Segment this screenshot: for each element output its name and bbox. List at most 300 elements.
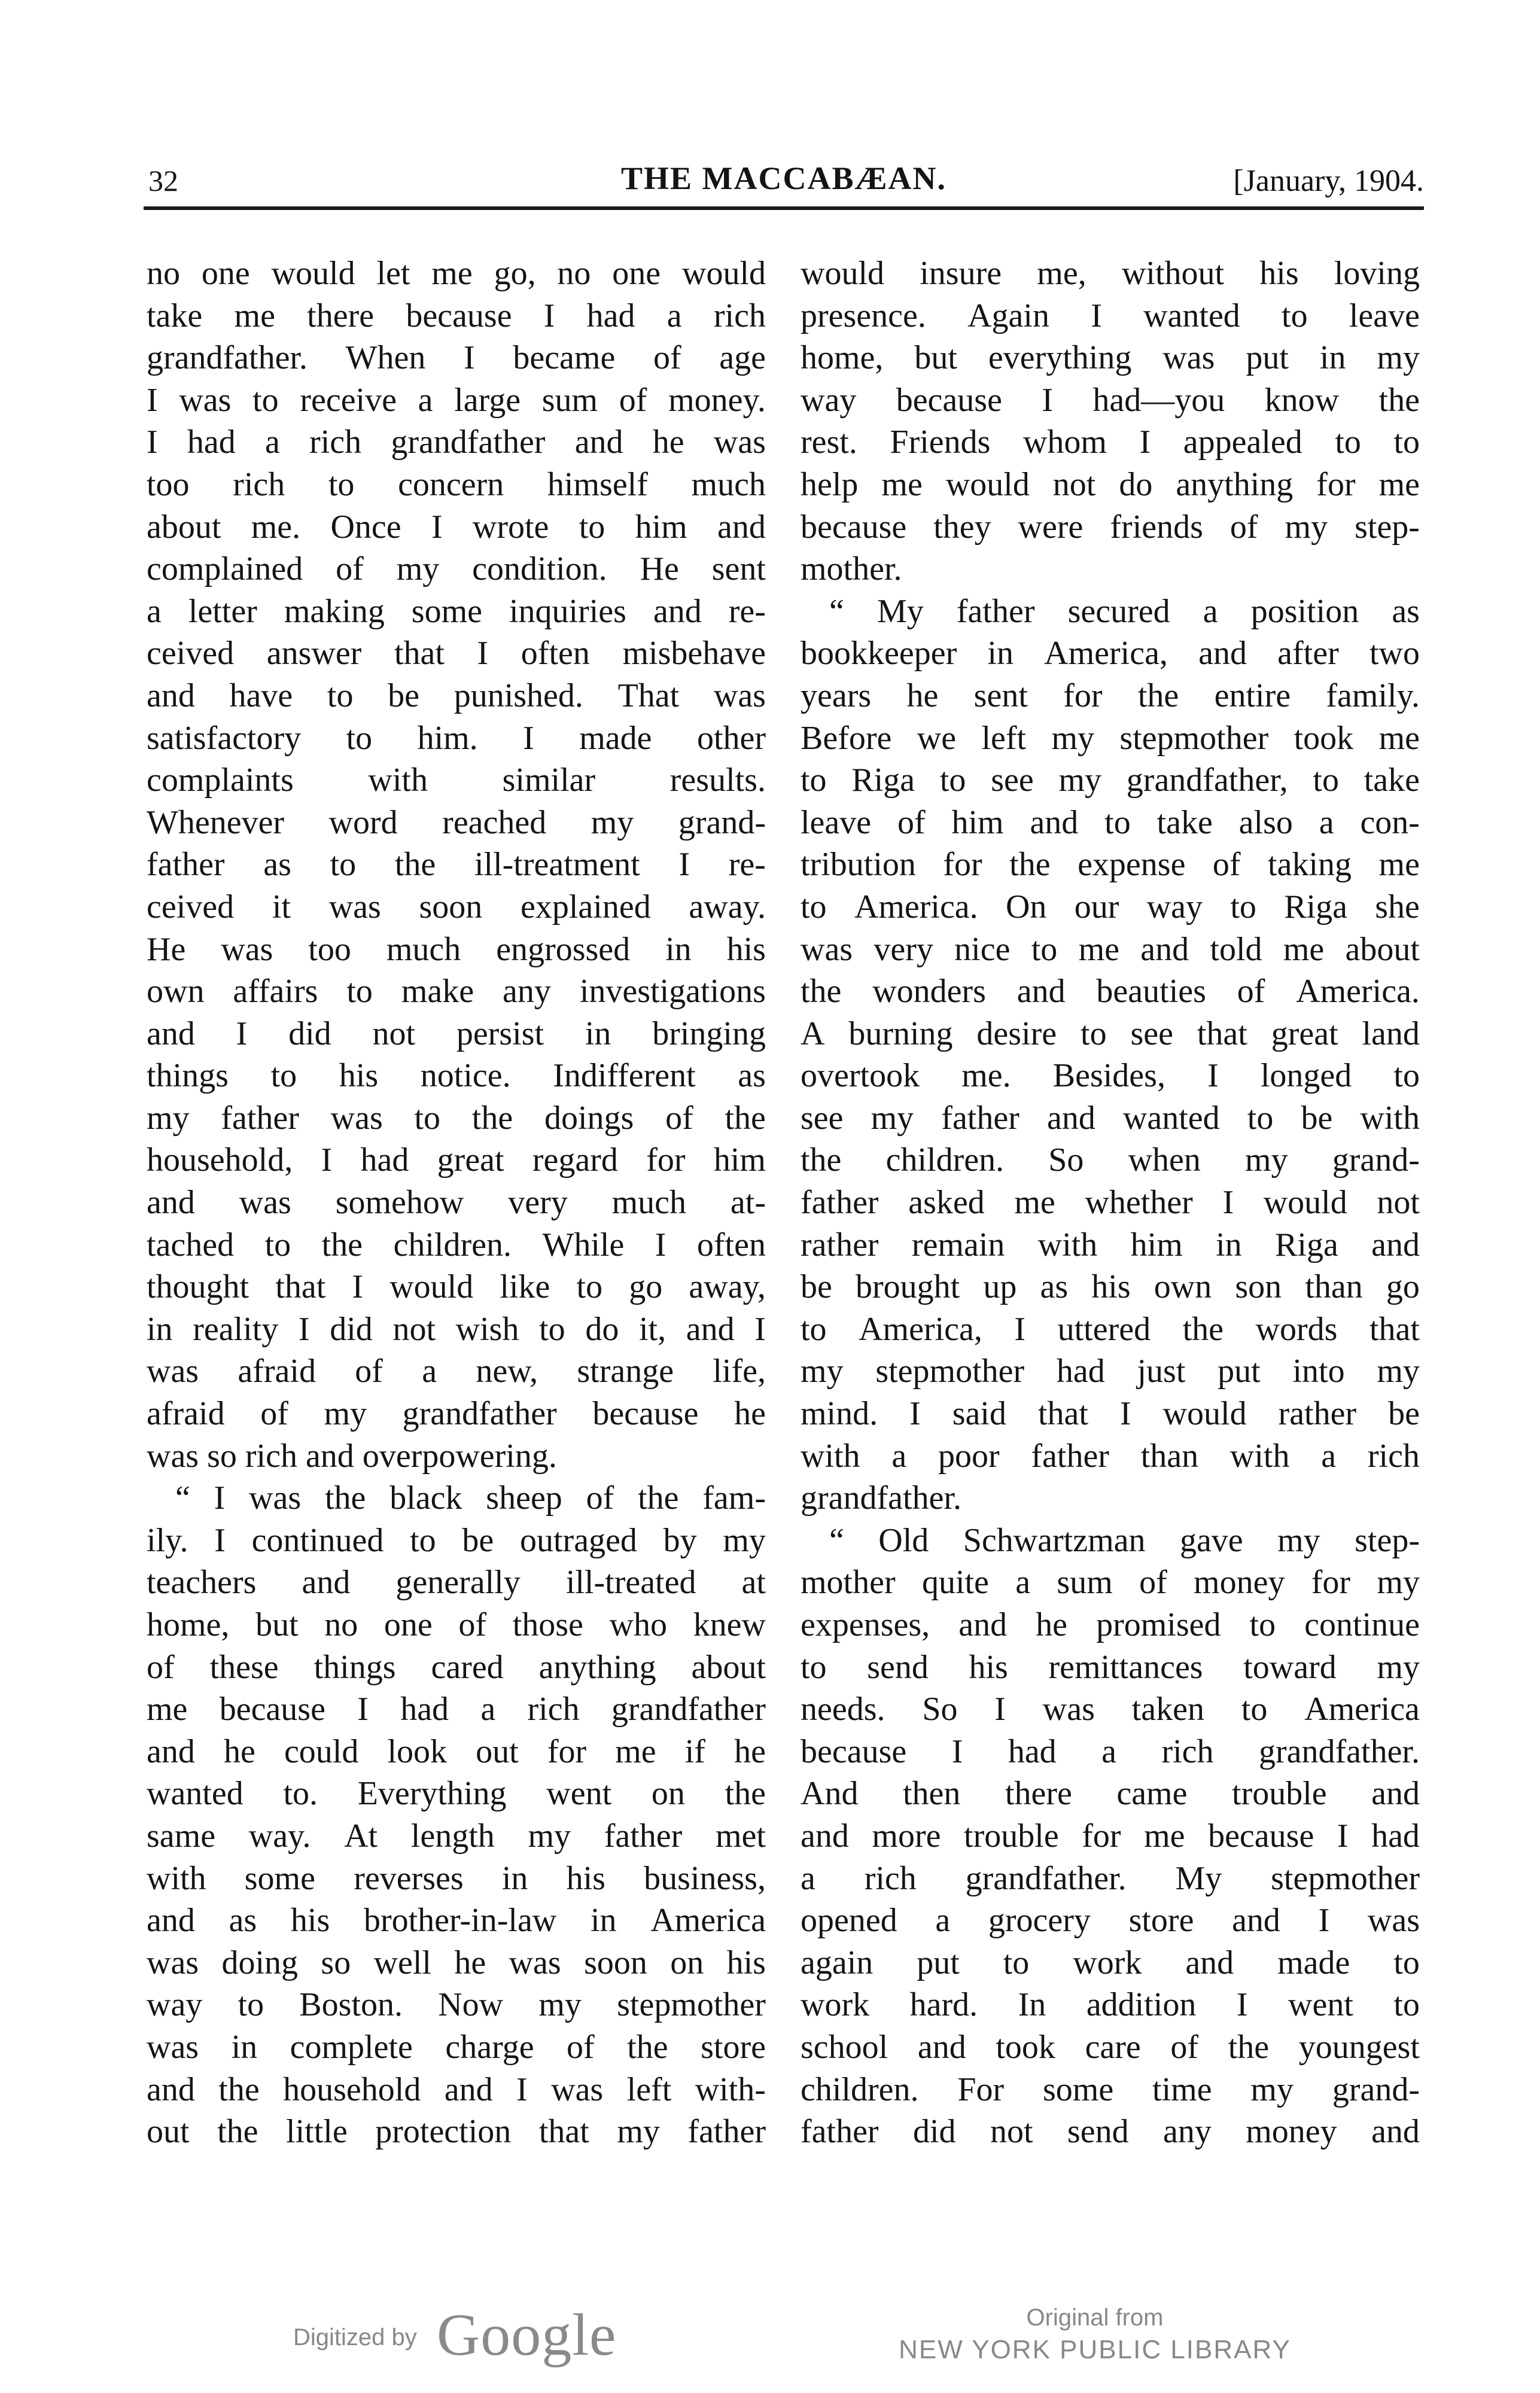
word: money [1194,1564,1285,1602]
word: I [298,1310,310,1348]
word: I [994,1691,1006,1728]
word: send [867,1648,929,1686]
word: complete [290,2028,413,2066]
word: some [244,1859,315,1897]
text-line [801,802,1420,844]
word: I [1042,381,1053,419]
word: For [957,2071,1005,2108]
word: had [400,1691,449,1728]
word: would [271,255,355,292]
word: was [239,1184,291,1222]
word: that [275,1268,326,1306]
word: went [1288,1986,1353,2024]
text-line [147,1561,766,1604]
word: leave [1349,297,1420,334]
text-line [147,1435,766,1478]
word: my [1377,1648,1420,1686]
word: leave [801,803,872,841]
word: to [410,1521,436,1559]
word: On [1005,888,1047,925]
word: way [147,1986,203,2024]
word: because [801,1733,907,1770]
word: not [392,1310,436,1348]
word: after [1277,635,1339,672]
word: soon [419,888,483,925]
word: asked [908,1184,985,1222]
word: I [214,1479,226,1517]
text-line [147,1013,766,1055]
word: because [406,297,512,334]
word: children. [885,1141,1005,1179]
word: grandfather. [965,1859,1127,1897]
word: any [1162,2113,1212,2151]
text-line [147,1942,766,1984]
text-line [147,506,766,549]
word: somehow [335,1184,464,1222]
word: to [238,1986,264,2024]
word: his [566,1859,605,1897]
word: too [147,465,190,503]
word: wonders [872,973,986,1010]
word: rich [527,1691,580,1728]
word: and [1371,1775,1420,1813]
text-line [147,548,766,590]
word: a [1319,803,1334,841]
word: me [147,1691,188,1728]
word: as [1392,592,1420,630]
word: to [328,465,355,503]
word: the [218,2071,260,2108]
word: him. [417,719,478,757]
word: family. [1326,677,1420,714]
word: stepmother [1271,1859,1420,1897]
word: household [283,2071,421,2108]
word: had [1008,1733,1057,1770]
header-rule [144,206,1424,210]
word: had [360,1141,409,1179]
word: to [1335,424,1361,461]
word: out [476,1733,519,1770]
word: send [1067,2113,1129,2151]
word: a [666,297,682,334]
word: youngest [1298,2028,1420,2066]
journal-title: THE MACCABÆAN. [620,160,946,196]
text-line [801,1097,1420,1140]
word: to [264,1226,291,1264]
word: that [1197,1015,1247,1052]
word: appealed [1183,424,1302,461]
word: of [1237,973,1265,1010]
text-line [147,252,766,295]
word: was [179,381,232,419]
word: two [1369,635,1420,672]
word: to [1247,1099,1274,1137]
word: because [219,1691,325,1728]
text-line [147,1899,766,1942]
text-line [147,1097,766,1140]
word: presence. [801,297,926,334]
word: to [1003,1944,1030,1981]
word: was [1162,339,1215,377]
text-line [147,1182,766,1224]
word: father [604,1817,683,1855]
word: So [922,1691,958,1728]
text-line [147,590,766,633]
word: it [272,888,291,925]
word: much [386,930,461,968]
word: rich [245,1437,306,1475]
word: America [1304,1691,1420,1728]
word: I [1091,297,1102,334]
word: to [252,381,279,419]
text-line [147,2111,766,2153]
word: and [917,2028,966,2066]
word: addition [1086,1986,1197,2024]
word: ill-treatment [474,846,640,884]
word: of [147,1648,175,1686]
word: I [655,1226,666,1264]
word: charge [445,2028,534,2066]
word: those [512,1606,583,1643]
word: put [917,1944,960,1981]
word: explained [521,888,651,925]
word: had [1056,1353,1105,1390]
word: of [586,1479,614,1517]
word: to [539,1310,565,1348]
word: doings [544,1099,634,1137]
word: father [221,1099,299,1137]
word: results. [669,762,766,799]
word: made [1277,1944,1350,1981]
word: than [1305,1268,1363,1306]
word: I [1337,1817,1349,1855]
word: not [1052,465,1096,503]
word: a [935,1902,951,1940]
word: me [881,465,923,503]
word: and [717,508,766,546]
word: And [801,1775,859,1813]
text-line [801,295,1420,337]
word: to [1031,930,1058,968]
text-line [801,1520,1420,1562]
word: my [1051,719,1095,757]
word: father [801,2113,879,2151]
word: I [1207,1057,1219,1095]
word: America [650,1902,766,1940]
word: hard. [909,1986,978,2024]
word: had [586,297,635,334]
word: me [1078,930,1119,968]
text-column-left [147,252,766,2185]
word: often [696,1226,766,1264]
text-line [801,1858,1420,1900]
word: me [431,255,473,292]
word: mind. [801,1395,878,1433]
text-line [801,675,1420,717]
word: Before [801,719,892,757]
word: my [1285,508,1328,546]
text-line [801,1815,1420,1858]
text-line [801,886,1420,928]
word: America, [859,1310,982,1348]
word: that [394,635,445,672]
word: my [324,1395,367,1433]
word: be [462,1521,494,1559]
word: my [871,1099,914,1137]
word: words [1255,1310,1338,1348]
text-line [147,675,766,717]
text-line [147,1984,766,2026]
word: In [1018,1986,1046,2024]
word: remittances [1048,1648,1203,1686]
word: about [147,508,221,546]
word: to [414,1099,441,1137]
word: expenses, [801,1606,930,1643]
word: do [1119,465,1153,503]
text-line [801,1350,1420,1393]
word: not [1377,1184,1420,1222]
word: expense [1078,846,1186,884]
word: me [1378,846,1420,884]
word: and [1030,803,1079,841]
word: my [1277,1521,1320,1559]
text-line [801,928,1420,971]
word: overtook [801,1057,920,1095]
word: I [214,1521,226,1559]
word: my [591,803,634,841]
word: made [579,719,652,757]
word: and [147,1733,195,1770]
word: of [260,1395,288,1433]
word: my [396,550,440,588]
word: my [1245,1141,1288,1179]
text-line [801,632,1420,675]
word: see [1130,1015,1173,1052]
word: told [1210,930,1262,968]
word: take [1156,803,1213,841]
word: anything [1176,465,1294,503]
word: position [1250,592,1359,630]
word: take [147,297,203,334]
word: like [500,1268,550,1306]
word: of [653,339,681,377]
word: money [1246,2113,1337,2151]
text-line [147,379,766,422]
word: him [635,508,687,546]
word: taken [1131,1691,1204,1728]
word: the [638,1479,679,1517]
word: I [678,846,690,884]
word: and [801,1817,849,1855]
word: for [1063,677,1103,714]
word: so [207,1437,245,1475]
word: to [1104,803,1131,841]
word: him [951,803,1004,841]
word: than [1140,1437,1199,1475]
word: and [147,1015,195,1052]
word: in [501,1859,528,1897]
word: reality [193,1310,279,1348]
word: of [355,1353,383,1390]
word: go [1386,1268,1420,1306]
word: put [1218,1353,1261,1390]
word: his [290,1902,330,1940]
text-line [147,1815,766,1858]
word: work [801,1986,870,2024]
word: but [914,339,957,377]
word: became [513,339,616,377]
word: Old [878,1521,929,1559]
text-line [147,1055,766,1097]
word: if [684,1733,705,1770]
word: because [592,1395,699,1433]
word: opened [801,1902,897,1940]
word: very [508,1184,568,1222]
word: home, [147,1606,230,1643]
word: I [951,1733,963,1770]
word: to [1393,1986,1420,2024]
word: did [288,1015,331,1052]
word: grandfather [391,424,546,461]
word: of [1212,846,1241,884]
word: of [1229,508,1258,546]
word: me [615,1733,656,1770]
word: loving [1334,255,1420,292]
word: as [738,1057,766,1095]
word: Whenever [147,803,285,841]
word: could [284,1733,359,1770]
word: at- [730,1184,766,1222]
word: little [286,2113,348,2151]
word: longed [1260,1057,1352,1095]
word: I [464,339,475,377]
word: grandfather. [1259,1733,1420,1770]
word: rich [1367,1437,1420,1475]
word: did [330,1310,373,1348]
word: and [147,677,195,714]
word: my [617,2113,660,2151]
text-line [801,1435,1420,1478]
word: they [933,508,991,546]
word: to [801,762,827,799]
word: see [991,762,1034,799]
word: a [1101,1733,1116,1770]
word: to [1393,424,1420,461]
word: the [801,1141,842,1179]
word: grand- [678,803,766,841]
word: well [373,1944,431,1981]
word: sent [711,550,766,588]
word: often [521,635,590,672]
word: was [147,1944,199,1981]
word: Schwartzman [963,1521,1146,1559]
word: way [1146,888,1203,925]
word: stepmother [875,1353,1025,1390]
word: to [330,846,357,884]
word: do [585,1310,619,1348]
word: had [187,424,236,461]
word: some [411,592,483,630]
word: go [629,1268,663,1306]
word: toward [1243,1648,1337,1686]
word: father [801,1184,879,1222]
word: and [147,1184,195,1222]
word: and [1016,973,1066,1010]
word: grand- [1332,2071,1420,2108]
text-line [801,464,1420,506]
word: left [626,2071,672,2108]
word: Riga [1284,888,1347,925]
word: wrote [472,508,549,546]
text-line [147,1477,766,1520]
text-line [801,1731,1420,1773]
word: answer [266,635,362,672]
word: generally [395,1564,521,1602]
word: afraid [147,1395,225,1433]
word: in [1216,1226,1242,1264]
text-line [801,337,1420,379]
word: to [346,719,373,757]
text-line [801,1393,1420,1435]
word: when [1128,1141,1201,1179]
word: the [471,1099,513,1137]
text-line [147,1520,766,1562]
word: I [1222,1184,1234,1222]
word: doing [221,1944,299,1981]
word: way [801,381,857,419]
word: things [147,1057,229,1095]
word: by [663,1521,697,1559]
word: for [943,846,982,884]
text-line [801,1942,1420,1984]
word: stepmother [1119,719,1269,757]
word: he [734,1395,766,1433]
word: a [418,381,433,419]
word: to [579,508,605,546]
word: rich [233,465,285,503]
word: him [1130,1226,1183,1264]
word: engrossed [496,930,631,968]
word: money. [668,381,766,419]
word: rest. [801,424,857,461]
word: with [1360,1099,1420,1137]
word: these [209,1648,279,1686]
word: a [891,1437,907,1475]
word: was [713,424,766,461]
word: again [801,1944,874,1981]
word: a [1015,1564,1031,1602]
word: whether [1085,1184,1193,1222]
word: uttered [1057,1310,1151,1348]
word: look [387,1733,448,1770]
word: home, [801,339,884,377]
word: a [147,592,162,630]
word: complaints [147,762,294,799]
word: was [147,1437,208,1475]
word: soon [584,1944,647,1981]
word: the [394,846,436,884]
word: and [1371,2113,1420,2151]
word: to [1249,1606,1276,1643]
word: years [801,677,872,714]
text-line [147,1858,766,1900]
word: time [1152,2071,1212,2108]
word: and [147,2071,195,2108]
word: Friends [890,424,991,461]
word: in [665,930,692,968]
word: care [1085,2028,1141,2066]
text-line [801,252,1420,295]
